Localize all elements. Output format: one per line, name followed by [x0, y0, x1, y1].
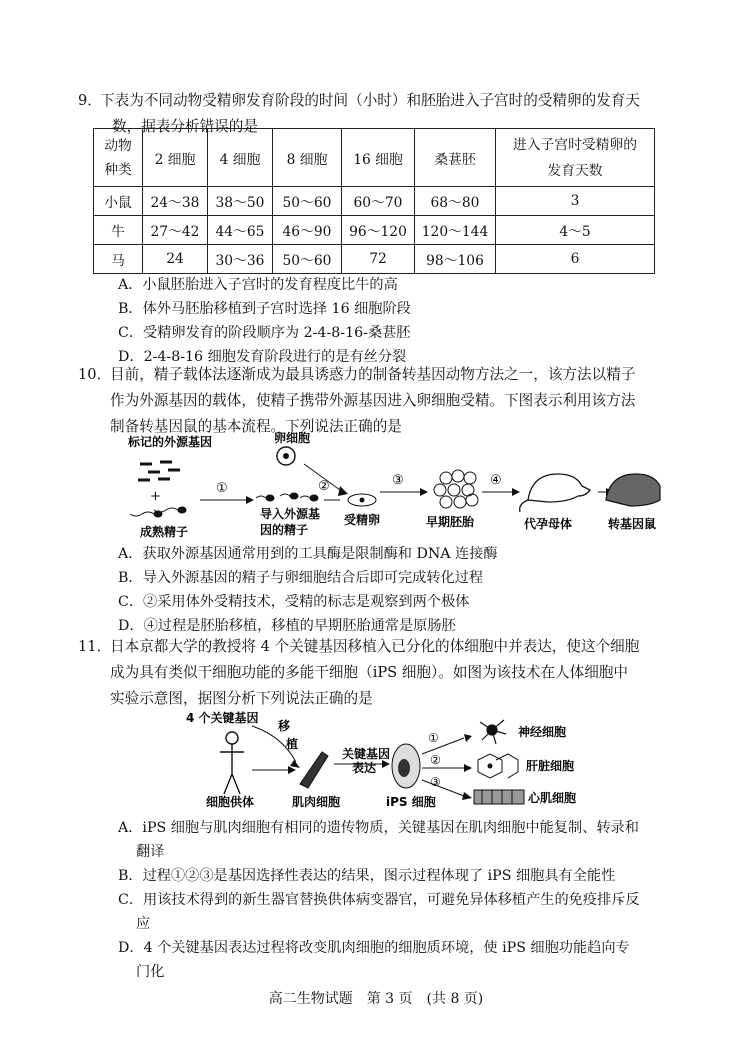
q10-line2: 作为外源基因的载体，使精子携带外源基因进入卵细胞受精。下图表示利用该方法: [110, 392, 636, 409]
q11-stem: [78, 634, 688, 712]
q9-line1: 下表为不同动物受精卵发育阶段的时间（小时）和胚胎进入子宫时的受精卵的发育天: [100, 92, 640, 109]
label-import-sperm-1: 导入外源基: [260, 507, 321, 521]
svg-text:③: ③: [392, 473, 404, 488]
q11-option-a[interactable]: A．iPS 细胞与肌肉细胞有相同的遗传物质，关键基因在肌肉细胞中能复制、转录和 翻译: [118, 820, 639, 860]
table-row: 小鼠 24～38 38～50 50～60 60～70 68～80 3: [94, 187, 655, 216]
page-footer: 高二生物试题 第 3 页 (共 8 页): [268, 991, 484, 1007]
label-ips: iPS 细胞: [386, 795, 436, 809]
label-surrogate: 代孕母体: [524, 517, 573, 531]
table-row: 马 24 30～36 50～60 72 98～106 6: [94, 245, 655, 274]
svg-text:②: ②: [318, 479, 330, 494]
q11-line3: 实验示意图，据图分析下列说法正确的是: [110, 690, 373, 707]
q10-number: 10．: [78, 366, 112, 383]
early-embryo-icon: [434, 470, 478, 508]
table-header-cell: 桑葚胚: [415, 129, 496, 187]
svg-text:①: ①: [428, 731, 439, 745]
table-header-cell: 2 细胞: [143, 129, 208, 187]
svg-text:②: ②: [430, 753, 441, 767]
label-heart: 心肌细胞: [528, 791, 577, 805]
q9-table: [93, 128, 655, 274]
table-header-cell: 4 细胞: [208, 129, 273, 187]
svg-text:移: 移: [278, 719, 291, 733]
svg-text:④: ④: [490, 473, 502, 488]
q9-option-d[interactable]: D．2-4-8-16 细胞发育阶段进行的是有丝分裂: [118, 349, 407, 365]
q11-ips-diagram: [182, 708, 602, 810]
table-row: 牛 27～42 44～65 46～90 96～120 120～144 4～5: [94, 216, 655, 245]
label-egg: 卵细胞: [274, 431, 311, 445]
mature-sperm-icon: [130, 507, 186, 517]
liver-cell-icon: [478, 754, 518, 778]
label-import-sperm-2: 因的精子: [260, 523, 309, 537]
imported-sperm-icon: [256, 493, 318, 501]
heart-muscle-icon: [474, 790, 524, 804]
table-header-cell: 8 细胞: [273, 129, 342, 187]
svg-text:③: ③: [430, 775, 441, 789]
label-liver: 肝脏细胞: [526, 759, 575, 773]
svg-text:①: ①: [216, 481, 228, 496]
label-neuron: 神经细胞: [518, 725, 567, 739]
q11-option-d[interactable]: D．4 个关键基因表达过程将改变肌肉细胞的细胞质环境，使 iPS 细胞功能趋向专 门化: [118, 940, 630, 980]
q10-line3: 制备转基因鼠的基本流程。下列说法正确的是: [110, 418, 402, 435]
label-zygote: 受精卵: [344, 513, 381, 527]
q10-option-c[interactable]: C．②采用体外受精技术，受精的标志是观察到两个极体: [118, 594, 470, 610]
q9-number: 9．: [78, 92, 102, 109]
table-header-cell: 进入子宫时受精卵的 发育天数: [496, 129, 655, 187]
q9-line2: 数，据表分析错误的是: [112, 118, 258, 135]
transgenic-mouse-icon: [606, 474, 660, 506]
q11-option-c[interactable]: C．用该技术得到的新生器官替换供体病变器官，可避免异体移植产生的免疫排斥反 应: [118, 892, 640, 932]
label-transgenic: 转基因鼠: [608, 517, 657, 531]
q10-stem: [78, 362, 688, 440]
label-genes: 4 个关键基因: [186, 711, 259, 725]
svg-text:植: 植: [286, 737, 299, 751]
label-mature-sperm: 成熟精子: [140, 525, 189, 539]
label-marked-gene: 标记的外源基因: [128, 435, 213, 449]
q10-line1: 目前，精子载体法逐渐成为最具诱惑力的制备转基因动物方法之一，该方法以精子: [110, 366, 636, 383]
neuron-icon: [480, 720, 506, 744]
q10-flow-diagram: [128, 430, 668, 542]
q10-option-a[interactable]: A．获取外源基因通常用到的工具酶是限制酶和 DNA 连接酶: [118, 546, 498, 562]
q10-option-d[interactable]: D．④过程是胚胎移植，移植的早期胚胎通常是原肠胚: [118, 618, 456, 634]
label-early-embryo: 早期胚胎: [426, 515, 475, 529]
label-donor: 细胞供体: [206, 795, 255, 809]
label-muscle: 肌肉细胞: [292, 795, 341, 809]
human-donor-icon: [220, 732, 244, 794]
svg-text:+: +: [150, 489, 161, 504]
svg-text:关键基因: 关键基因: [342, 747, 391, 761]
q11-number: 11．: [78, 638, 112, 655]
surrogate-mouse-icon: [520, 474, 590, 512]
svg-text:表达: 表达: [352, 761, 377, 775]
table-header-cell: 16 细胞: [342, 129, 415, 187]
q9-option-b[interactable]: B．体外马胚胎移植到子宫时选择 16 细胞阶段: [118, 301, 411, 317]
muscle-cell-icon: [300, 752, 328, 788]
q10-option-b[interactable]: B．导入外源基因的精子与卵细胞结合后即可完成转化过程: [118, 570, 484, 586]
q9-option-c[interactable]: C．受精卵发育的阶段顺序为 2-4-8-16-桑葚胚: [118, 325, 411, 341]
q11-line2: 成为具有类似干细胞功能的多能干细胞（iPS 细胞）。如图为该技术在人体细胞中: [110, 664, 629, 681]
q11-option-b[interactable]: B．过程①②③是基因选择性表达的结果，图示过程体现了 iPS 细胞具有全能性: [118, 868, 616, 884]
q9-option-a[interactable]: A．小鼠胚胎进入子宫时的发育程度比牛的高: [118, 277, 398, 293]
q11-line1: 日本京都大学的教授将 4 个关键基因移植入已分化的体细胞中并表达，使这个细胞: [110, 638, 640, 655]
gene-fragments-icon: [138, 462, 180, 480]
table-header-cell: 动物 种类: [94, 129, 143, 187]
